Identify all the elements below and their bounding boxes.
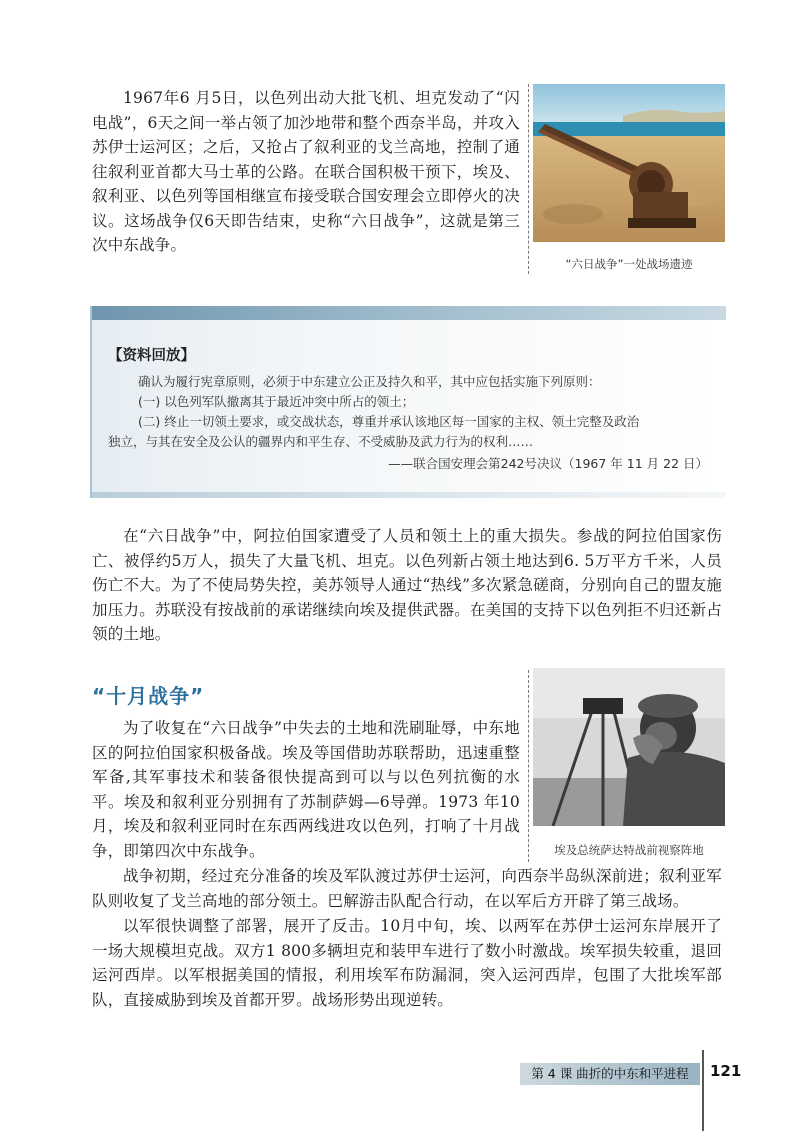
footer-divider	[702, 1050, 704, 1131]
figure-battlefield-remains	[533, 84, 725, 274]
source-box-heading: 【资料回放】	[108, 347, 195, 364]
cannon-image	[533, 84, 725, 242]
sadat-photo	[533, 668, 725, 826]
paragraph-early-war: 战争初期，经过充分准备的埃及军队渡过苏伊士运河，向西奈半岛纵深前进；叙利亚军队则收复了戈兰高地的部分领土。巴解游击队配合行动，在以军后方开辟了第三战场。	[92, 867, 722, 910]
source-material-box	[90, 306, 726, 498]
figure-caption: “六日战争”一处战场遗迹	[565, 257, 693, 271]
battlefield-photo	[533, 84, 725, 242]
figure-caption: 埃及总统萨达特战前视察阵地	[554, 843, 704, 857]
figure-sadat-inspection	[533, 668, 725, 862]
figure-divider	[528, 670, 529, 862]
section-title: “十月战争”	[92, 684, 205, 708]
source-box-line: 独立，与其在安全及公认的疆界内和平生存、不受威胁及武力行为的权利……	[108, 434, 534, 449]
source-box-line: 确认为履行宪章原则，必须于中东建立公正及持久和平，其中应包括实施下列原则：	[138, 374, 601, 389]
paragraph-six-day-war: 1967年6 月5日，以色列出动大批飞机、坦克发动了“闪电战”，6天之间一举占领了加沙地带和整个西奈半岛，并攻入苏伊士运河区；之后，又抢占了叙利亚的戈兰高地，控制了通往叙利亚首都大马士革的公路。在联合国积极干预下，埃及、叙利亚、以色列等国相继宣布接受联合国安理会立即停火的决议。这场战争仅6天即告结束，史称“六日战争”，这就是第三次中东战争。	[92, 89, 520, 254]
soldier-binoculars-image	[533, 668, 725, 826]
figure-divider	[528, 84, 529, 274]
paragraph-war-aftermath: 在“六日战争”中，阿拉伯国家遭受了人员和领土上的重大损失。参战的阿拉伯国家伤亡、被俘约5万人，损失了大量飞机、坦克。以色列新占领土地达到6. 5万平方千米，人员伤亡不大。为了不使局势失控，美苏领导人通过“热线”多次紧急磋商，分别向自己的盟友施加压力。苏联没有按战前的承诺继续向埃及提供武器。在美国的支持下以色列拒不归还新占领的土地。	[92, 527, 722, 643]
paragraph-october-war: 为了收复在“六日战争”中失去的土地和洗刷耻辱，中东地区的阿拉伯国家积极备战。埃及等国借助苏联帮助，迅速重整军备,其军事技术和装备很快提高到可以与以色列抗衡的水平。埃及和叙利亚分别拥有了苏制萨姆—6导弹。1973 年10 月，埃及和叙利亚同时在东西两线进攻以色列，打响了十月战争，即第四次中东战争。	[92, 719, 520, 860]
source-box-header-bar	[92, 306, 726, 320]
source-box-line: (一) 以色列军队撤离其于最近冲突中所占的领土；	[138, 394, 415, 409]
footer-lesson-label: 第 4 课 曲折的中东和平进程	[520, 1063, 700, 1085]
source-box-line: (二) 终止一切领土要求，或交战状态，尊重并承认该地区每一国家的主权、领土完整及政治	[138, 414, 640, 429]
paragraph-counterattack: 以军很快调整了部署，展开了反击。10月中旬，埃、以两军在苏伊士运河东岸展开了一场大规模坦克战。双方1 800多辆坦克和装甲车进行了数小时激战。埃军损失较重，退回运河西岸。以军根据美国的情报，利用埃军布防漏洞，突入运河西岸，包围了大批埃军部队，直接威胁到埃及首都开罗。战场形势出现逆转。	[92, 917, 722, 1009]
page-number: 121	[710, 1062, 742, 1080]
source-box-citation: ——联合国安理会第242号决议（1967 年 11 月 22 日）	[388, 456, 708, 471]
source-box-bottom-bar	[92, 492, 726, 498]
